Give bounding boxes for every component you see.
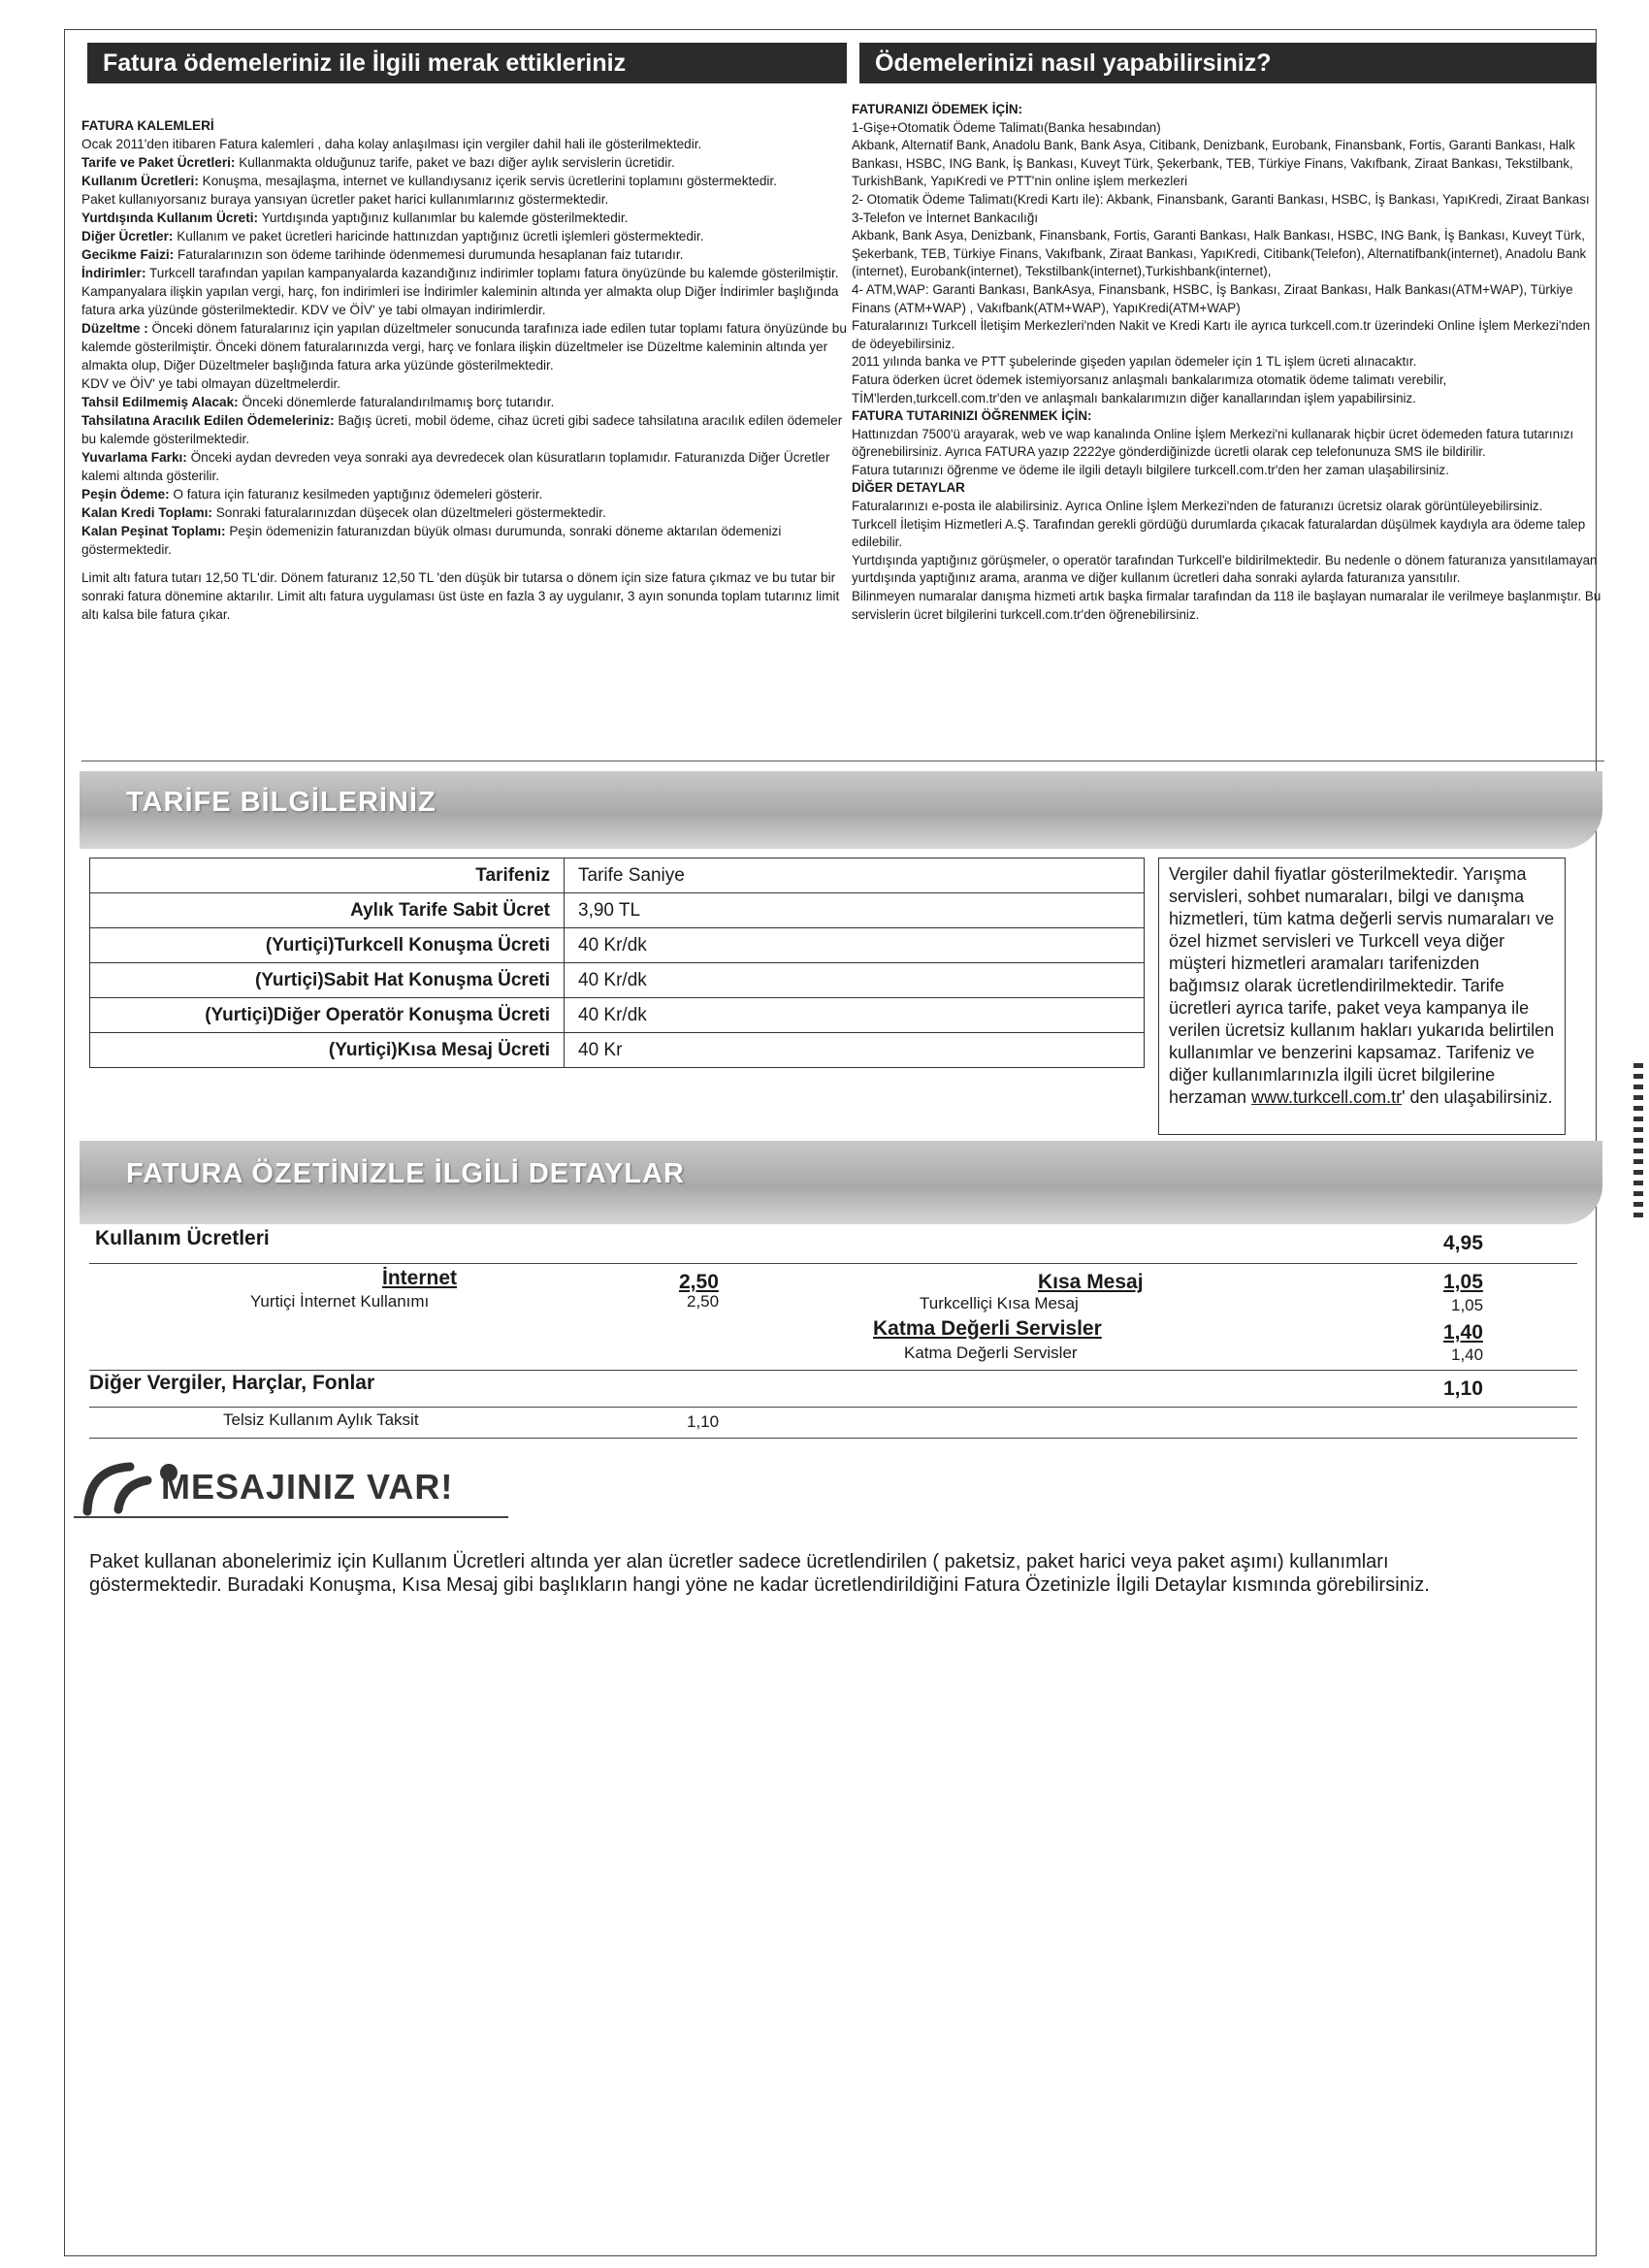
fatura-kalemleri-heading: FATURA KALEMLERİ [81, 118, 214, 133]
fatura-kalemi-text: Faturalarınızın son ödeme tarihinde ödenmemesi durumunda hesaplanan faiz tutarıdır. [174, 247, 684, 262]
fatura-kalemi-term: Kalan Kredi Toplamı: [81, 505, 212, 520]
kullanim-ucretleri-label: Kullanım Ücretleri [95, 1227, 270, 1249]
odeme-block-line: 2011 yılında banka ve PTT şubelerinde gişeden yapılan ödemeler için 1 TL işlem ücreti alınacaktır. [852, 354, 1417, 370]
summary-rule [89, 1263, 1577, 1264]
kisa-mesaj-label: Kısa Mesaj [1038, 1271, 1144, 1293]
tarife-value: 40 Kr/dk [565, 928, 1145, 963]
fatura-kalemi-term: Yuvarlama Farkı: [81, 450, 187, 465]
internet-sub-value: 2,50 [687, 1292, 720, 1311]
odeme-block-line: Bilinmeyen numaralar danışma hizmeti artık başka firmalar tarafından da 118 ile başlayan numaralar ile verilmeye başlanmıştır. Bu servislerin ücret bilgilerini turkcell.com.tr'den öğrenebilirsiniz. [852, 589, 1601, 622]
tarife-label: (Yurtiçi)Kısa Mesaj Ücreti [90, 1033, 565, 1068]
fatura-kalemi-item [81, 411, 850, 448]
fatura-kalemi-item [81, 448, 850, 485]
tarife-label: (Yurtiçi)Turkcell Konuşma Ücreti [90, 928, 565, 963]
fatura-kalemi-term: Diğer Ücretler: [81, 229, 174, 243]
fatura-kalemi-text: Peşin ödemenizin faturanızdan büyük olması durumunda, sonraki döneme aktarılan ödemenizi göstermektedir. [81, 524, 782, 557]
fatura-kalemleri-list [81, 153, 850, 559]
diger-vergiler-total: 1,10 [1443, 1377, 1483, 1400]
odeme-block-line: 2- Otomatik Ödeme Talimatı(Kredi Kartı ile): Akbank, Finansbank, Garanti Bankası, HSBC, İş Bankası, YapıKredi, Ziraat Bankası [852, 191, 1590, 207]
tarife-row [90, 1033, 1145, 1068]
fatura-kalemi-item [81, 245, 850, 264]
fatura-kalemi-item [81, 393, 850, 411]
summary-rule-2 [89, 1370, 1577, 1371]
fatura-kalemi-term: Tahsil Edilmemiş Alacak: [81, 395, 239, 409]
tarife-value: 40 Kr/dk [565, 963, 1145, 998]
tarife-table [89, 858, 1145, 1068]
odeme-block-heading: FATURANIZI ÖDEMEK İÇİN: [852, 102, 1023, 116]
fatura-kalemi-item [81, 190, 850, 209]
fatura-kalemi-text: Önceki aydan devreden veya sonraki aya devredecek olan küsuratların toplamıdır. Faturanızda Diğer Ücretler kalemi altında gösterilir. [81, 450, 830, 483]
fatura-kalemi-text: KDV ve ÖİV' ye tabi olmayan düzeltmelerdir. [81, 376, 341, 391]
fatura-kalemi-term: Peşin Ödeme: [81, 487, 170, 502]
fatura-kalemi-term: Kalan Peşinat Toplamı: [81, 524, 226, 538]
turkcell-link[interactable]: www.turkcell.com.tr [1251, 1087, 1403, 1107]
fatura-kalemi-text: Önceki dönemlerde faturalandırılmamış borç tutarıdır. [238, 395, 555, 409]
tarife-value: 3,90 TL [565, 893, 1145, 928]
fatura-kalemi-text: Önceki dönem faturalarınız için yapılan düzeltmeler sonucunda tarafınıza iade edilen tutar toplamı fatura önyüzünde bu kalemde gösterilmiştir. Önceki dönem faturalarınızda vergi, harç ve fonlara ilişkin düzeltmeler ise Düzeltme kaleminin altında yer almakta olup, Diğer Düzeltmeler başlığında fatura arka yüzünde gösterilmektedir. [81, 321, 847, 373]
fatura-kalemi-text: Kullanım ve paket ücretleri haricinde hattınızdan yaptığınız ücretli işlemleri göstermektedir. [173, 229, 704, 243]
odeme-block-line: 3-Telefon ve İnternet Bankacılığı [852, 210, 1039, 225]
tarife-value: Tarife Saniye [565, 859, 1145, 893]
katma-degerli-sub-label: Katma Değerli Servisler [904, 1344, 1078, 1362]
fatura-kalemi-text: Kullanmakta olduğunuz tarife, paket ve bazı diğer aylık servislerin ücretidir. [235, 155, 675, 170]
limit-note: Limit altı fatura tutarı 12,50 TL'dir. Dönem faturanız 12,50 TL 'den düşük bir tutarsa o dönem için size fatura çıkmaz ve bu tutar bir sonraki fatura dönemine aktarılır. Limit altı fatura uygulaması üst üste en fazla 3 ay uygulanır, 3 ayın sonunda toplam tutarınız limit altı kalsa bile fatura çıkar. [81, 570, 840, 622]
katma-degerli-total: 1,40 [1443, 1321, 1483, 1344]
fatura-kalemi-text: Turkcell tarafından yapılan kampanyalarda kazandığınız indirimler toplamı fatura önyüzünde bu kalemde gösterilmiştir. Kampanyalara ilişkin yapılan vergi, harç, fon indirimleri ise İndirimler kaleminin altında yer almakta olup Diğer İndirimler başlığında fatura arka yüzünde gösterilmektedir. KDV ve ÖİV' ye tabi olmayan indirimlerdir. [81, 266, 839, 317]
katma-degerli-sub-value: 1,40 [1451, 1345, 1484, 1364]
odeme-block-line: Fatura tutarınızı öğrenme ve ödeme ile ilgili detaylı bilgilere turkcell.com.tr'den her zaman ulaşabilirsiniz. [852, 462, 1449, 477]
tarife-value: 40 Kr/dk [565, 998, 1145, 1033]
internet-total: 2,50 [679, 1271, 719, 1293]
right-column-title: Ödemelerinizi nasıl yapabilirsiniz? [859, 43, 1597, 83]
odeme-block-heading: DİĞER DETAYLAR [852, 480, 965, 496]
odeme-block-line: 1-Gişe+Otomatik Ödeme Talimatı(Banka hesabından) [852, 119, 1161, 135]
odeme-block-heading: FATURA TUTARINIZI ÖĞRENMEK İÇİN: [852, 408, 1092, 424]
fatura-kalemi-term: Tahsilatına Aracılık Edilen Ödemeleriniz: [81, 413, 335, 428]
katma-degerli-label: Katma Değerli Servisler [873, 1317, 1102, 1340]
ozet-banner-title: FATURA ÖZETİNİZLE İLGİLİ DETAYLAR [126, 1158, 685, 1189]
telsiz-label: Telsiz Kullanım Aylık Taksit [223, 1410, 419, 1429]
fatura-kalemi-item [81, 319, 850, 374]
tarife-value: 40 Kr [565, 1033, 1145, 1068]
fatura-kalemi-item [81, 172, 850, 190]
fatura-kalemi-item [81, 227, 850, 245]
fatura-kalemi-item [81, 153, 850, 172]
odeme-block-line: Akbank, Alternatif Bank, Anadolu Bank, Bank Asya, Citibank, Denizbank, Eurobank, Finansbank, Fortis, Garanti Bankası, Halk Bankası, HSBC, ING Bank, İş Bankası, Kuveyt Türk, Şekerbank, TEB, Türkiye Finans, Vakıfbank, Ziraat Bankası, Tekstilbank, TurkishBank, YapıKredi ve PTT'nin online işlem merkezleri [852, 138, 1575, 189]
tarife-row [90, 963, 1145, 998]
message-text: Paket kullanan abonelerimiz için Kullanım Ücretleri altında yer alan ücretler sadece ücretlendirilen ( paketsiz, paket harici veya paket aşımı) kullanımları göstermektedir. Buradaki Konuşma, Kısa Mesaj gibi başlıkların hangi yöne ne kadar ücretlendirildiğini Fatura Özetinizle İlgili Detaylar kısmında görebilirsiniz. [89, 1551, 1430, 1596]
fatura-kalemi-text: Bağış ücreti, mobil ödeme, cihaz ücreti gibi sadece tahsilatına aracılık edilen ödemeler bu kalemde gösterilmektedir. [81, 413, 843, 446]
tarife-banner [80, 771, 1602, 849]
tarife-label: Tarifeniz [90, 859, 565, 893]
fatura-kalemi-text: Paket kullanıyorsanız buraya yansıyan ücretler paket harici kullanımlarınız göstermektedir. [81, 192, 609, 207]
kisa-mesaj-total: 1,05 [1443, 1271, 1483, 1293]
fatura-kalemi-text: Konuşma, mesajlaşma, internet ve kullandıysanız içerik servis ücretlerini toplamını göstermektedir. [198, 174, 777, 188]
fatura-kalemi-text: Yurtdışında yaptığınız kullanımlar bu kalemde gösterilmektedir. [258, 211, 629, 225]
fatura-kalemi-term: İndirimler: [81, 266, 146, 280]
diger-vergiler-label: Diğer Vergiler, Harçlar, Fonlar [89, 1372, 375, 1394]
odeme-block-line: 4- ATM,WAP: Garanti Bankası, BankAsya, Finansbank, HSBC, İş Bankası, Ziraat Bankası, Halk Bankası(ATM+WAP), Türkiye Finans (ATM+WAP) , Vakıfbank(ATM+WAP), YapıKredi(ATM+WAP) [852, 281, 1573, 315]
kisa-mesaj-sub-label: Turkcelliçi Kısa Mesaj [920, 1294, 1079, 1312]
fatura-kalemi-item [81, 503, 850, 522]
tarife-row [90, 859, 1145, 893]
odeme-block-line: Faturalarınızı e-posta ile alabilirsiniz. Ayrıca Online İşlem Merkezi'nden de faturanızı ücretsiz olarak görüntüleyebilirsiniz. [852, 499, 1543, 514]
odeme-block-line: Faturalarınızı Turkcell İletişim Merkezleri'nden Nakit ve Kredi Kartı ile ayrıca turkcell.com.tr üzerindeki Online İşlem Merkezi'nden de ödeyebilirsiniz. [852, 318, 1591, 351]
left-column-text [81, 116, 850, 624]
message-rule [74, 1516, 508, 1518]
fatura-kalemi-item [81, 522, 850, 559]
tarife-row [90, 893, 1145, 928]
fatura-kalemi-text: Sonraki faturalarınızdan düşecek olan düzeltmeleri göstermektedir. [211, 505, 606, 520]
tarife-label: Aylık Tarife Sabit Ücret [90, 893, 565, 928]
fatura-kalemi-item [81, 209, 850, 227]
tarife-banner-title: TARİFE BİLGİLERİNİZ [126, 787, 436, 818]
odeme-block-line: Akbank, Bank Asya, Denizbank, Finansbank, Fortis, Garanti Bankası, Halk Bankası, HSBC, ING Bank, İş Bankası, Kuveyt Türk, Şekerbank, TEB, Türkiye Finans, Vakıfbank, Ziraat Bankası, YapıKredi, Citibank(Telefon), Alternatifbank(internet), Anadolu Bank (internet), Eurobank(internet), Tekstilbank(internet),Turkishbank(internet), [852, 228, 1587, 279]
fatura-kalemi-item [81, 485, 850, 503]
ozet-banner [80, 1141, 1602, 1224]
fatura-kalemleri-intro: Ocak 2011'den itibaren Fatura kalemleri , daha kolay anlaşılması için vergiler dahil hali ile gösterilmektedir. [81, 137, 702, 151]
tarife-note-box [1158, 858, 1566, 1135]
fatura-kalemi-term: Düzeltme : [81, 321, 148, 336]
odeme-block-line: Yurtdışında yaptığınız görüşmeler, o operatör tarafından Turkcell'e bildirilmektedir. Bu nedenle o dönem faturanıza yansıtılamayan yurtdışında yaptığınız arama, aranma ve diğer kullanım ücretleri daha sonraki aylarda faturanıza yansıtılır. [852, 552, 1598, 586]
summary-rule-3 [89, 1407, 1577, 1408]
left-column-title: Fatura ödemeleriniz ile İlgili merak ettikleriniz [87, 43, 847, 83]
internet-sub-label: Yurtiçi İnternet Kullanımı [250, 1292, 430, 1311]
fatura-kalemi-term: Yurtdışında Kullanım Ücreti: [81, 211, 259, 225]
telsiz-value: 1,10 [687, 1412, 720, 1431]
odeme-block-line: Hattınızdan 7500'ü arayarak, web ve wap kanalında Online İşlem Merkezi'ni kullanarak hiçbir ücret ödemeden fatura tutarınızı öğrenebilirsiniz. Ayrıca FATURA yazıp 2222ye gönderdiğinizde ücretli olarak cep telefonunuza SMS ile bildirilir. [852, 426, 1574, 460]
fatura-kalemi-text: O fatura için faturanız kesilmeden yaptığınız ödemeleri gösterir. [169, 487, 543, 502]
message-title: MESAJINIZ VAR! [161, 1467, 454, 1507]
tarife-label: (Yurtiçi)Sabit Hat Konuşma Ücreti [90, 963, 565, 998]
odeme-block-line: Turkcell İletişim Hizmetleri A.Ş. Tarafından gerekli gördüğü durumlarda çıkacak faturalardan düşülmek kaydıyla ara ödeme talep edilebilir. [852, 516, 1586, 550]
odeme-block-line: Fatura öderken ücret ödemek istemiyorsanız anlaşmalı bankalarımıza otomatik ödeme talimatı verebilir, TİM'lerden,turkcell.com.tr'den ve anlaşmalı bankalarımızın diğer kanallarından işlem yapabilirsiniz. [852, 372, 1447, 405]
tarife-row [90, 928, 1145, 963]
right-column-text [852, 101, 1604, 624]
tarife-note-text: Vergiler dahil fiyatlar gösterilmektedir. Yarışma servisleri, sohbet numaraları, bilgi ve danışma hizmetleri, tüm katma değerli servis numaraları ve özel hizmet servisleri ve Turkcell veya diğer müşteri hizmetleri aramaları tarifenizden bağımsız olarak ücretlendirilmektedir. Tarife ücretleri ayrıca tarife, paket veya kampanya ile verilen ücretsiz kullanım hakları yukarıda belirtilen kullanımlar ve benzerini kapsamaz. Tarifeniz ve diğer kullanımlarınızla ilgili ücret bilgilerine herzaman [1169, 864, 1555, 1107]
margin-ticks [1633, 1063, 1643, 1247]
tarife-note-suffix: ' den ulaşabilirsiniz. [1402, 1087, 1553, 1107]
fatura-kalemi-term: Tarife ve Paket Ücretleri: [81, 155, 236, 170]
fatura-kalemi-item [81, 374, 850, 393]
tarife-label: (Yurtiçi)Diğer Operatör Konuşma Ücreti [90, 998, 565, 1033]
fatura-kalemi-item [81, 264, 850, 319]
fatura-kalemi-term: Gecikme Faizi: [81, 247, 175, 262]
internet-label: İnternet [382, 1267, 458, 1289]
tarife-row [90, 998, 1145, 1033]
fatura-kalemi-term: Kullanım Ücretleri: [81, 174, 199, 188]
kisa-mesaj-sub-value: 1,05 [1451, 1296, 1484, 1314]
summary-rule-4 [89, 1438, 1577, 1439]
kullanim-ucretleri-total: 4,95 [1443, 1232, 1483, 1254]
